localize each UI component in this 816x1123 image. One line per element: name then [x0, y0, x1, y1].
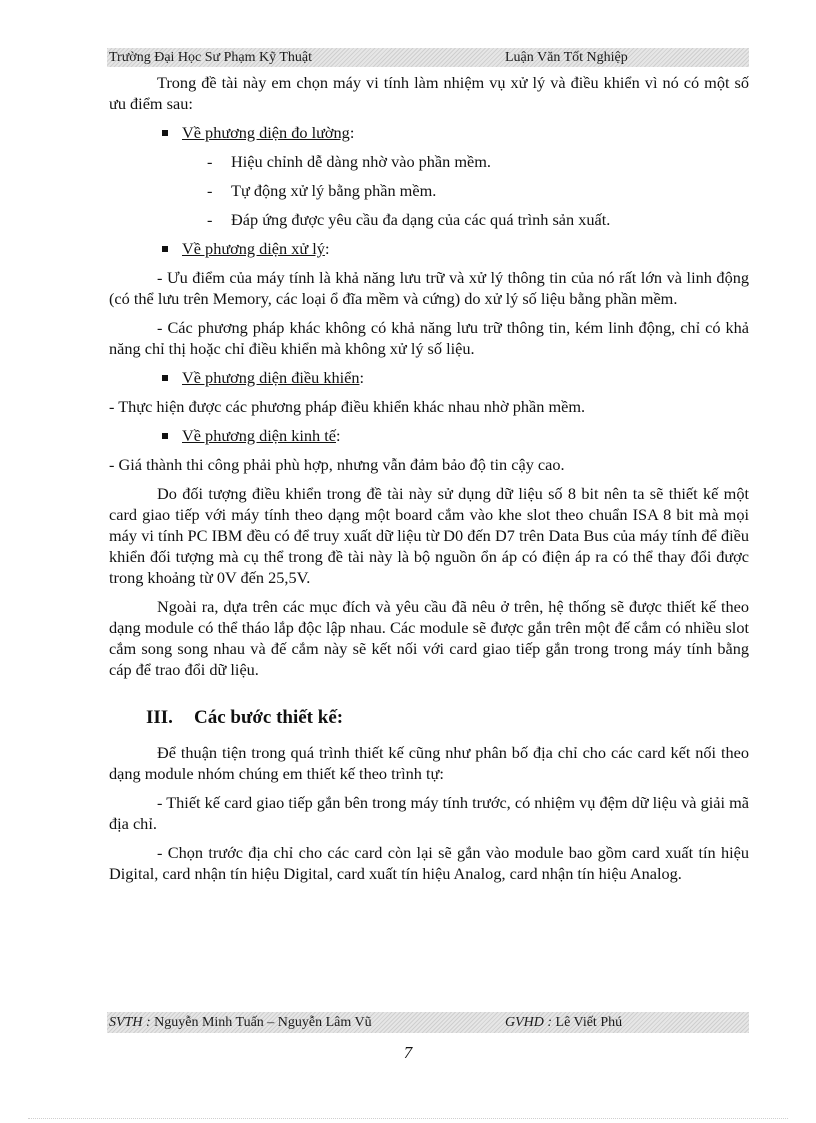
section-title: Các bước thiết kế:	[194, 707, 344, 728]
processing-paragraph-1: - Ưu điểm của máy tính là khả năng lưu trữ và xử lý thông tin của nó rất lớn và linh động (có thể lưu trên Memory, các loại ổ đĩa mềm và cứng) do xử lý số liệu bằng phần mềm.	[109, 268, 749, 308]
bottom-divider	[28, 1118, 788, 1119]
square-bullet-icon	[162, 433, 168, 439]
list-item: - Đáp ứng được yêu cầu đa dạng của các quá trình sản xuất.	[207, 210, 611, 229]
section-number: III.	[146, 707, 173, 728]
page-footer	[107, 1012, 749, 1033]
steps-paragraph: Để thuận tiện trong quá trình thiết kế cũng như phân bố địa chỉ cho các card kết nối theo dạng module nhóm chúng em thiết kế theo trình tự:	[109, 743, 749, 783]
processing-title: Về phương diện xử lý	[182, 239, 325, 258]
step-1-paragraph: - Thiết kế card giao tiếp gắn bên trong máy tính trước, có nhiệm vụ đệm dữ liệu và giải mã địa chỉ.	[109, 793, 749, 833]
square-bullet-icon	[162, 246, 168, 252]
header-thesis: Luận Văn Tốt Nghiệp	[505, 50, 628, 65]
page-number: 7	[403, 1043, 413, 1062]
footer-advisor: GVHD : Lê Viết Phú	[505, 1015, 623, 1030]
control-paragraph: - Thực hiện được các phương pháp điều khiển khác nhau nhờ phần mềm.	[109, 397, 586, 416]
page-header	[107, 48, 749, 67]
module-paragraph: Ngoài ra, dựa trên các mục đích và yêu cầu đã nêu ở trên, hệ thống sẽ được thiết kế theo dạng module có thể tháo lắp độc lập nhau. Các module sẽ được gắn trên một đế cắm có nhiều slot cắm song song nhau và đế cắm này sẽ kết nối với card giao tiếp gắn trong trong máy tính bằng cáp để trao đổi dữ liệu.	[109, 597, 749, 679]
square-bullet-icon	[162, 375, 168, 381]
control-title: Về phương diện điều khiển	[182, 368, 360, 387]
section-heading	[109, 706, 749, 730]
processing-paragraph-2: - Các phương pháp khác không có khả năng lưu trữ thông tin, kém linh động, chỉ có khả năng chỉ thị hoặc chỉ điều khiển mà không xử lý số liệu.	[109, 318, 749, 358]
economic-title: Về phương diện kinh tế	[182, 426, 336, 445]
footer-students: SVTH : Nguyễn Minh Tuấn – Nguyễn Lâm Vũ	[109, 1015, 372, 1030]
measurement-title: Về phương diện đo lường	[182, 123, 350, 142]
step-2-paragraph: - Chọn trước địa chỉ cho các card còn lại sẽ gắn vào module bao gồm card xuất tín hiệu Digital, card nhận tín hiệu Digital, card xuất tín hiệu Analog, card nhận tín hiệu Analog.	[109, 843, 749, 883]
bullet-economic: Về phương diện kinh tế :	[109, 425, 749, 446]
isa-paragraph: Do đối tượng điều khiển trong đề tài này sử dụng dữ liệu số 8 bit nên ta sẽ thiết kế một card giao tiếp với máy tính theo dạng một board cắm vào khe slot theo chuẩn ISA 8 bit mà mọi máy vi tính PC IBM đều có để truy xuất dữ liệu từ D0 đến D7 trên Data Bus của máy tính để điều khiển đối tượng mà cụ thể trong đề tài này là bộ nguồn ổn áp có điện áp ra có thể thay đổi được trong khoảng từ 0V đến 25,5V.	[109, 484, 749, 587]
list-item: - Tự động xử lý bằng phần mềm.	[207, 181, 437, 200]
square-bullet-icon	[162, 130, 168, 136]
intro-paragraph: Trong đề tài này em chọn máy vi tính làm nhiệm vụ xử lý và điều khiển vì nó có một số ưu điểm sau:	[109, 73, 749, 113]
bullet-control: Về phương diện điều khiển :	[109, 367, 749, 388]
economic-paragraph: - Giá thành thi công phải phù hợp, nhưng vẫn đảm bảo độ tin cậy cao.	[109, 455, 565, 474]
bullet-measurement: Về phương diện đo lường :	[109, 122, 749, 143]
list-item: - Hiệu chỉnh dễ dàng nhờ vào phần mềm.	[207, 152, 491, 171]
bullet-processing: Về phương diện xử lý :	[109, 238, 749, 259]
page-body	[109, 72, 749, 884]
header-school: Trường Đại Học Sư Phạm Kỹ Thuật	[109, 50, 313, 65]
